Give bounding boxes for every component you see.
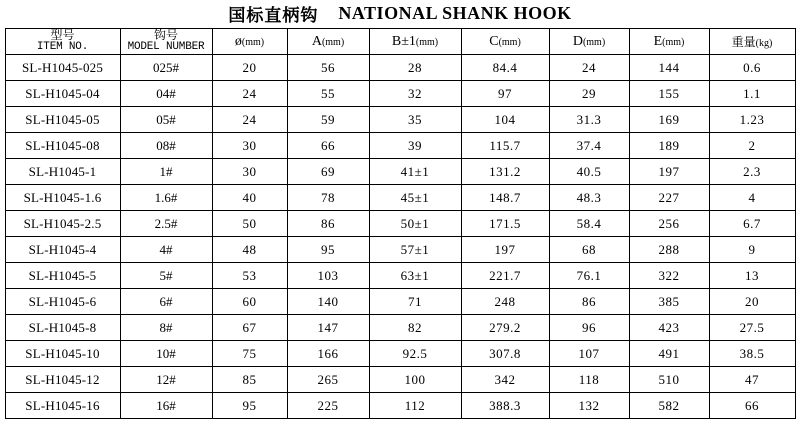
cell-diameter: 40 <box>212 185 287 211</box>
column-header-b-symbol: B±1 <box>391 34 416 49</box>
column-header-e-symbol: E <box>653 34 663 49</box>
table-row <box>5 263 795 289</box>
table-row <box>5 185 795 211</box>
cell-weight: 1.23 <box>709 107 795 133</box>
cell-model-number: 6# <box>120 289 212 315</box>
cell-model-number: 16# <box>120 393 212 419</box>
cell-a: 55 <box>287 81 369 107</box>
cell-diameter: 30 <box>212 133 287 159</box>
table-row <box>5 367 795 393</box>
cell-a: 69 <box>287 159 369 185</box>
cell-a: 140 <box>287 289 369 315</box>
cell-diameter: 53 <box>212 263 287 289</box>
cell-item-no: SL-H1045-2.5 <box>5 211 120 237</box>
column-header-item-no <box>5 29 120 55</box>
table-header-row <box>5 29 795 55</box>
cell-d: 37.4 <box>549 133 629 159</box>
cell-d: 48.3 <box>549 185 629 211</box>
cell-c: 97 <box>461 81 549 107</box>
table-row <box>5 159 795 185</box>
cell-e: 582 <box>629 393 709 419</box>
cell-e: 385 <box>629 289 709 315</box>
cell-diameter: 24 <box>212 81 287 107</box>
cell-d: 31.3 <box>549 107 629 133</box>
table-row <box>5 315 795 341</box>
column-header-weight-cn: 重量 <box>731 35 756 49</box>
cell-model-number: 025# <box>120 55 212 81</box>
cell-b: 112 <box>369 393 461 419</box>
cell-weight: 6.7 <box>709 211 795 237</box>
specification-table <box>5 28 796 419</box>
cell-d: 40.5 <box>549 159 629 185</box>
column-header-model-number <box>120 29 212 55</box>
table-row <box>5 393 795 419</box>
cell-a: 147 <box>287 315 369 341</box>
cell-model-number: 5# <box>120 263 212 289</box>
cell-model-number: 10# <box>120 341 212 367</box>
cell-b: 57±1 <box>369 237 461 263</box>
cell-d: 96 <box>549 315 629 341</box>
cell-b: 82 <box>369 315 461 341</box>
table-row <box>5 81 795 107</box>
title-english: NATIONAL SHANK HOOK <box>338 2 572 23</box>
column-header-d-unit: (mm) <box>582 37 606 48</box>
table-row <box>5 211 795 237</box>
cell-diameter: 75 <box>212 341 287 367</box>
table-row <box>5 133 795 159</box>
table-row <box>5 289 795 315</box>
cell-item-no: SL-H1045-16 <box>5 393 120 419</box>
cell-model-number: 12# <box>120 367 212 393</box>
cell-item-no: SL-H1045-08 <box>5 133 120 159</box>
cell-weight: 9 <box>709 237 795 263</box>
cell-item-no: SL-H1045-5 <box>5 263 120 289</box>
cell-b: 100 <box>369 367 461 393</box>
cell-item-no: SL-H1045-8 <box>5 315 120 341</box>
cell-d: 118 <box>549 367 629 393</box>
column-header-a-unit: (mm) <box>321 37 345 48</box>
cell-d: 58.4 <box>549 211 629 237</box>
column-header-a-symbol: A <box>311 34 322 49</box>
cell-a: 66 <box>287 133 369 159</box>
cell-e: 510 <box>629 367 709 393</box>
cell-diameter: 48 <box>212 237 287 263</box>
cell-a: 166 <box>287 341 369 367</box>
cell-b: 41±1 <box>369 159 461 185</box>
cell-b: 39 <box>369 133 461 159</box>
cell-a: 103 <box>287 263 369 289</box>
cell-weight: 47 <box>709 367 795 393</box>
column-header-e-unit: (mm) <box>662 37 685 48</box>
cell-item-no: SL-H1045-10 <box>5 341 120 367</box>
cell-diameter: 30 <box>212 159 287 185</box>
column-header-d <box>549 29 629 55</box>
cell-model-number: 08# <box>120 133 212 159</box>
cell-b: 92.5 <box>369 341 461 367</box>
cell-a: 86 <box>287 211 369 237</box>
cell-c: 84.4 <box>461 55 549 81</box>
cell-item-no: SL-H1045-1.6 <box>5 185 120 211</box>
cell-d: 24 <box>549 55 629 81</box>
cell-c: 279.2 <box>461 315 549 341</box>
cell-model-number: 1.6# <box>120 185 212 211</box>
cell-model-number: 4# <box>120 237 212 263</box>
cell-b: 63±1 <box>369 263 461 289</box>
cell-e: 197 <box>629 159 709 185</box>
cell-c: 171.5 <box>461 211 549 237</box>
cell-a: 225 <box>287 393 369 419</box>
cell-model-number: 04# <box>120 81 212 107</box>
column-header-model-number-cn: 钩号 <box>153 28 178 43</box>
cell-item-no: SL-H1045-05 <box>5 107 120 133</box>
cell-item-no: SL-H1045-025 <box>5 55 120 81</box>
cell-d: 107 <box>549 341 629 367</box>
cell-weight: 4 <box>709 185 795 211</box>
cell-e: 491 <box>629 341 709 367</box>
cell-weight: 13 <box>709 263 795 289</box>
cell-model-number: 05# <box>120 107 212 133</box>
column-header-e <box>629 29 709 55</box>
column-header-diameter-unit: (mm) <box>241 37 265 48</box>
column-header-item-no-cn: 型号 <box>50 28 75 43</box>
cell-diameter: 67 <box>212 315 287 341</box>
cell-d: 76.1 <box>549 263 629 289</box>
cell-model-number: 1# <box>120 159 212 185</box>
column-header-a <box>287 29 369 55</box>
table-body <box>5 55 795 419</box>
cell-item-no: SL-H1045-04 <box>5 81 120 107</box>
cell-c: 131.2 <box>461 159 549 185</box>
cell-e: 423 <box>629 315 709 341</box>
cell-b: 28 <box>369 55 461 81</box>
cell-c: 388.3 <box>461 393 549 419</box>
cell-c: 307.8 <box>461 341 549 367</box>
page-title <box>0 0 800 28</box>
cell-e: 169 <box>629 107 709 133</box>
column-header-b <box>369 29 461 55</box>
cell-diameter: 24 <box>212 107 287 133</box>
table-row <box>5 237 795 263</box>
table-row <box>5 341 795 367</box>
table-row <box>5 107 795 133</box>
cell-d: 29 <box>549 81 629 107</box>
cell-c: 342 <box>461 367 549 393</box>
cell-a: 265 <box>287 367 369 393</box>
cell-e: 288 <box>629 237 709 263</box>
cell-d: 132 <box>549 393 629 419</box>
cell-diameter: 85 <box>212 367 287 393</box>
column-header-d-symbol: D <box>572 34 583 49</box>
column-header-diameter-symbol: ø <box>234 34 242 49</box>
cell-item-no: SL-H1045-4 <box>5 237 120 263</box>
cell-diameter: 20 <box>212 55 287 81</box>
cell-model-number: 8# <box>120 315 212 341</box>
column-header-model-number-en: MODEL NUMBER <box>127 41 205 54</box>
cell-c: 115.7 <box>461 133 549 159</box>
cell-a: 95 <box>287 237 369 263</box>
cell-a: 56 <box>287 55 369 81</box>
cell-weight: 2.3 <box>709 159 795 185</box>
column-header-c-symbol: C <box>489 34 499 49</box>
column-header-b-unit: (mm) <box>415 37 439 48</box>
cell-weight: 2 <box>709 133 795 159</box>
cell-e: 227 <box>629 185 709 211</box>
table-row <box>5 55 795 81</box>
cell-b: 50±1 <box>369 211 461 237</box>
column-header-c-unit: (mm) <box>498 37 521 48</box>
column-header-weight <box>709 29 795 55</box>
cell-e: 144 <box>629 55 709 81</box>
cell-item-no: SL-H1045-6 <box>5 289 120 315</box>
cell-c: 197 <box>461 237 549 263</box>
cell-e: 322 <box>629 263 709 289</box>
cell-c: 104 <box>461 107 549 133</box>
cell-item-no: SL-H1045-12 <box>5 367 120 393</box>
cell-diameter: 60 <box>212 289 287 315</box>
cell-b: 45±1 <box>369 185 461 211</box>
cell-diameter: 95 <box>212 393 287 419</box>
cell-e: 189 <box>629 133 709 159</box>
column-header-item-no-en: ITEM NO. <box>36 41 89 54</box>
cell-b: 32 <box>369 81 461 107</box>
cell-a: 59 <box>287 107 369 133</box>
title-chinese: 国标直柄钩 <box>228 5 319 26</box>
cell-weight: 1.1 <box>709 81 795 107</box>
cell-c: 221.7 <box>461 263 549 289</box>
cell-item-no: SL-H1045-1 <box>5 159 120 185</box>
column-header-c <box>461 29 549 55</box>
cell-d: 68 <box>549 237 629 263</box>
cell-b: 35 <box>369 107 461 133</box>
cell-weight: 0.6 <box>709 55 795 81</box>
cell-a: 78 <box>287 185 369 211</box>
cell-weight: 66 <box>709 393 795 419</box>
cell-c: 148.7 <box>461 185 549 211</box>
cell-diameter: 50 <box>212 211 287 237</box>
cell-d: 86 <box>549 289 629 315</box>
cell-weight: 27.5 <box>709 315 795 341</box>
cell-e: 256 <box>629 211 709 237</box>
cell-e: 155 <box>629 81 709 107</box>
column-header-weight-unit: (kg) <box>755 38 773 49</box>
cell-b: 71 <box>369 289 461 315</box>
cell-weight: 20 <box>709 289 795 315</box>
cell-c: 248 <box>461 289 549 315</box>
cell-weight: 38.5 <box>709 341 795 367</box>
cell-model-number: 2.5# <box>120 211 212 237</box>
column-header-diameter <box>212 29 287 55</box>
